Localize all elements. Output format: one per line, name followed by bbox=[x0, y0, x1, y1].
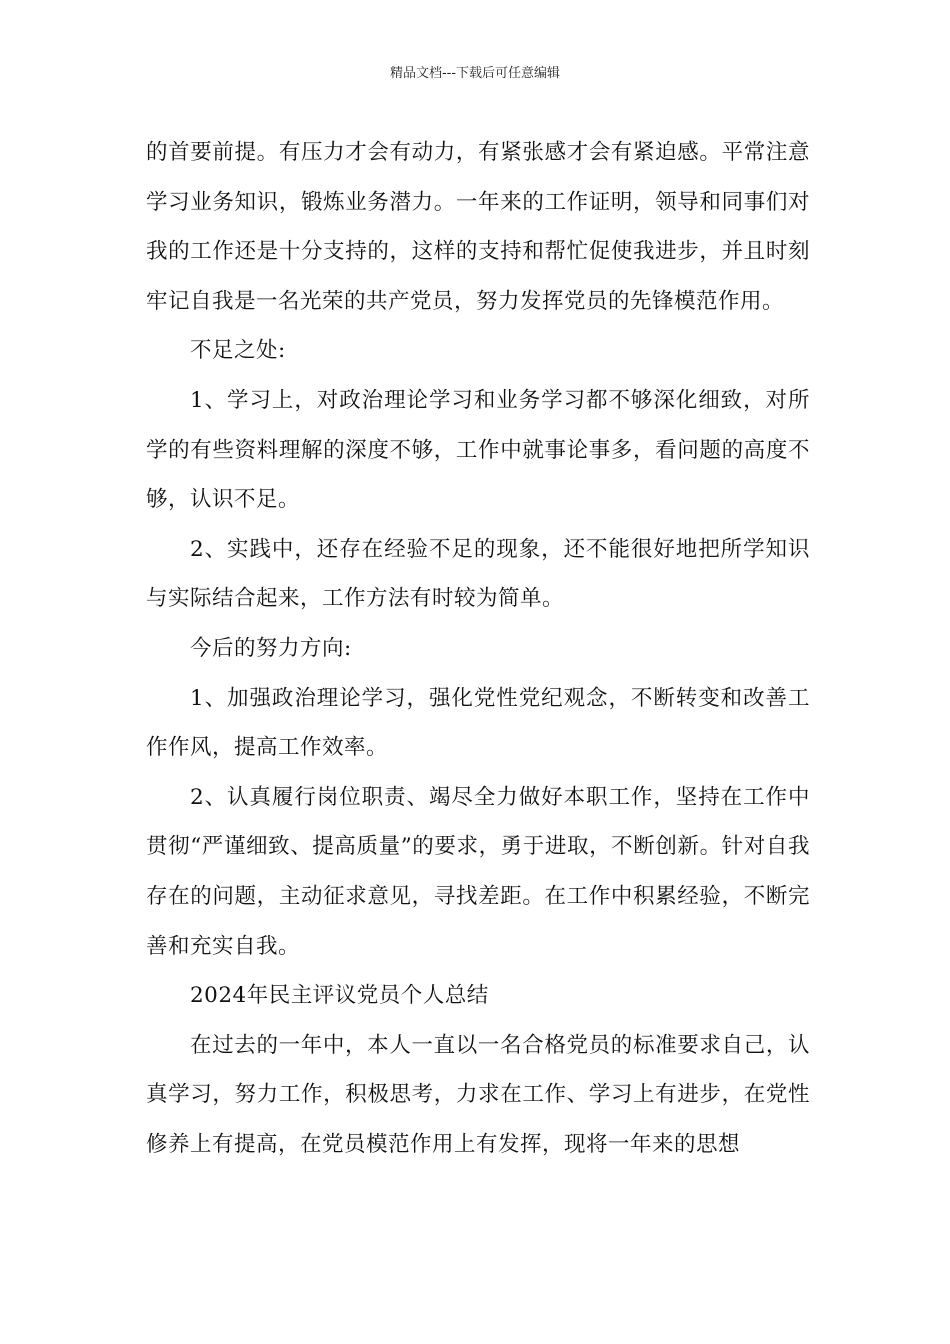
paragraph-continuation: 的首要前提。有压力才会有动力，有紧张感才会有紧迫感。平常注意学习业务知识，锻炼业务潜力。一年来的工作证明，领导和同事们对我的工作还是十分支持的，这样的支持和帮忙促使我进步，并且时刻牢记自我是一名光荣的共产党员，努力发挥党员的先锋模范作用。 bbox=[146, 140, 810, 314]
document-body bbox=[146, 128, 810, 1169]
paragraph-direction-2: 2、认真履行岗位职责、竭尽全力做好本职工作，坚持在工作中贯彻“严谨细致、提高质量”的要求，勇于进取，不断创新。针对自我存在的问题，主动征求意见，寻找差距。在工作中积累经验，不断完善和充实自我。 bbox=[146, 784, 810, 959]
page-header: 精品文档---下载后可任意编辑 bbox=[389, 66, 561, 81]
heading-future-direction: 今后的努力方向: bbox=[190, 635, 352, 661]
paragraph-shortcoming-1: 1、学习上，对政治理论学习和业务学习都不够深化细致，对所学的有些资料理解的深度不够，工作中就事论事多，看问题的高度不够，认识不足。 bbox=[146, 387, 810, 513]
section-title: 2024年民主评议党员个人总结 bbox=[190, 983, 489, 1009]
paragraph-summary-intro: 在过去的一年中，本人一直以一名合格党员的标准要求自己，认真学习，努力工作，积极思考，力求在工作、学习上有进步，在党性修养上有提高，在党员模范作用上有发挥，现将一年来的思想 bbox=[146, 1032, 810, 1157]
paragraph-direction-1: 1、加强政治理论学习，强化党性党纪观念，不断转变和改善工作作风，提高工作效率。 bbox=[146, 685, 810, 761]
paragraph-shortcoming-2: 2、实践中，还存在经验不足的现象，还不能很好地把所学知识与实际结合起来，工作方法有时较为简单。 bbox=[146, 536, 810, 612]
heading-shortcomings: 不足之处: bbox=[190, 338, 286, 364]
